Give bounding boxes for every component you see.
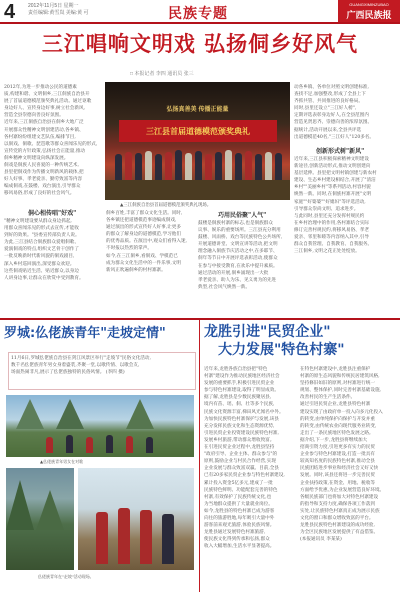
article1-column-4b [294, 156, 396, 314]
text-line: 发展的重要抓手,积极引进民贸企业 [204, 381, 275, 387]
text-line: 建设、生态乡村建设相结合,开展了"清洁 [294, 178, 376, 184]
text-line: 村寨,有效保护了民族传统文化,也 [204, 494, 272, 500]
text-line: 在参与中接受教育,在欢乐中提升素质。 [198, 263, 278, 269]
text-line: 质,构建和谐、文明侗乡,三江侗族自治县开 [4, 92, 90, 98]
text-line: 移风易俗,形成了良好的社会风气。 [4, 191, 75, 197]
text-line: 方面给予优惠,为企业发展营造良好环境。 [300, 487, 385, 493]
text-line: 向往的旅游胜地,每年吸引大量中外 [204, 515, 275, 521]
text-line: 为当地群众提供了大量就业岗位。 [204, 501, 273, 507]
text-line: 侗乡精神文明建设向纵深发展。 [4, 155, 69, 161]
text-line: 基层延伸。县里把文明村镇创建与新农村 [294, 171, 377, 177]
text-line: "政府引导、企业主体、群众参与"的 [204, 452, 278, 458]
column-divider [199, 320, 200, 592]
text-line: 修订完善村规民约,将移风易俗、孝老 [294, 227, 369, 233]
text-line: 在乡村治理中的作用,各村寨结合实际 [294, 220, 369, 226]
text-line: 好人好事、孝老爱亲、勤劳致富等内容 [4, 177, 83, 183]
text-line: 走出了一条民族地区特色发展之路。 [300, 430, 374, 436]
text-line: 数千名仫佬族青年男女身着盛装,齐聚一堂,以歌传情、以歌会友, [11, 363, 140, 369]
longsheng-column-2 [300, 366, 396, 588]
text-line: 议事、娱乐的重要场所。三江县充分利用 [198, 228, 281, 234]
text-line: 爱演侗戏的特点,组织文艺骨干创作了 [4, 247, 79, 253]
text-line: 的群众了解身边的道德模范,学习他们 [106, 232, 181, 238]
text-line: 龙胜县民族特色村寨建设的成功经验, [300, 523, 375, 529]
article1-column-4 [294, 84, 396, 142]
meta-editors: 责任编辑:黄雪岚 美编:黄 可 [28, 10, 89, 16]
luocheng-intro-text [11, 355, 193, 389]
text-line: 在特色村寨建设中,龙胜县注重保护 [300, 367, 371, 372]
mulam-landscape-photo [6, 468, 74, 570]
text-line: 查找不足,加强整改,形成了全县上下 [294, 92, 366, 98]
text-line: 龙胜县通过发展特色村寨旅游, [204, 530, 266, 536]
text-line: 营造见贤思齐、崇德向善的浓厚氛围。 [294, 120, 373, 126]
text-line: 坚持修旧如旧的原则,对村寨进行统一 [300, 381, 375, 387]
text-line: 民族团结进步事业和经济社会又好又快 [300, 466, 379, 472]
text-line: 各级民族部门也将加大对特色村寨建设 [300, 494, 379, 500]
award-ceremony-photo [105, 82, 290, 200]
page-header [0, 0, 400, 24]
text-line: 已有20多家民贸企业参与特色村寨建设, [204, 473, 285, 479]
text-line: 发展。同时,该县还将进一步完善民贸 [300, 473, 375, 479]
text-line: 用群众喜闻乐见的形式去宣传,才能收 [4, 226, 79, 232]
text-line: 出道德模范40名,"三江好人"120多名。 [294, 134, 375, 140]
text-line: 村寨"建设作为推动民族地区经济社会 [204, 374, 280, 380]
page-number: 4 [4, 1, 16, 23]
article1-column-1 [4, 84, 102, 204]
text-line: 身边好人、宣传身边好事,树立社会新风, [4, 106, 86, 112]
text-line: 如今,在三江侗乡,看侗戏、学模范已 [106, 253, 178, 259]
text-line: 游客前来观光旅游,体验民族风情。 [204, 523, 275, 529]
text-line: 的优秀品质。在演出中,观众们看得入迷, [106, 239, 188, 245]
text-line: 较高知名度的民族特色村寨,推动全县 [300, 459, 375, 465]
text-line: 如今,龙胜县的特色村寨已成为游客 [204, 508, 275, 514]
text-line: "精神文明建设要从群众身边抓起, [4, 219, 72, 224]
subhead-customs: 巧用民俗聚"人气" [218, 212, 267, 219]
logo-english: GUANGXIMINZUBAO [349, 2, 389, 7]
longsheng-headline-line1: 龙胜引进"民贸企业" [204, 324, 331, 340]
text-line: 宣传党的方针政策,弘扬社会正能量,推动 [4, 148, 86, 154]
text-line: 理念融入侗族节庆活动之中,在多耶节、 [198, 249, 278, 255]
text-line: 近年来,三江侗族自治县在侗乡大地广泛 [4, 120, 84, 126]
newspaper-logo [338, 0, 400, 22]
text-line: 引导群众崇尚文明、追求进步。 [294, 206, 359, 212]
text-line: 侗戏是侗族人民喜爱的一种传统艺术, [4, 163, 79, 169]
text-line: 2012年,为进一步推动公民的道德素 [4, 85, 77, 90]
section-title: 民族专题 [168, 6, 228, 22]
text-line: 近年来,龙胜各族自治县把"特色 [204, 367, 268, 372]
text-line: 三江侗乡,文明之花正处处绽放。 [294, 249, 360, 255]
text-line: 展了首届道德模范颁奖典礼活动。通过讴歌 [4, 99, 92, 105]
meta-date: 2012年11月5日 星期一 [28, 3, 79, 9]
text-line: 民族特色鲜明、功能配套完善的特色 [204, 487, 278, 493]
text-line: 民族文化资源丰富,梯田风光闻名中外。 [204, 409, 284, 415]
text-line: 的指导和支持力度,确保各项工作落到 [300, 501, 375, 507]
mulam-photo-caption-1: ▲仫佬族青年男女在对歌 [40, 459, 84, 464]
text-line: 累计投入资金5亿多元,建成了一批 [204, 480, 273, 486]
text-line: 鼓楼、风雨桥、戏台等民族特色公共场所, [198, 235, 283, 241]
text-line: 据介绍,下一步,龙胜县将继续加大 [300, 437, 368, 443]
text-line: 建设实现了由政府单一投入向多元化投入 [300, 409, 383, 415]
text-line: 为此,三江县结合侗族群众爱唱侗歌、 [4, 240, 79, 246]
text-line: 到好的效果。"县委宣传部负责人说。 [4, 233, 80, 239]
text-line: 规划、整体保护,同时完善村寨基础设施, [300, 388, 382, 394]
text-line: 引进民贸企业投资建设民族特色村寨, [204, 430, 279, 436]
main-headline: 三江唱响文明戏 弘扬侗乡好风气 [41, 32, 359, 56]
text-line: 孝老爱亲、助人为乐、见义勇为的先进 [198, 277, 277, 283]
text-line: 家庭""好婆婆""好媳妇"等评选活动, [294, 199, 366, 205]
text-line: 侗年等节日中开展评选表彰活动,使群众 [198, 256, 278, 262]
subhead-innovation: 创新形式树"新风" [316, 148, 365, 155]
text-line: 场面热闹非凡,展示了仫佬族独特的民俗风情。 (李四 摄) [11, 370, 125, 376]
article1-column-3b [198, 220, 290, 314]
luocheng-headline: 罗城:仫佬族青年"走坡定情" [4, 326, 166, 341]
text-line: 开展群众性精神文明创建活动,各乡镇、 [4, 127, 84, 133]
logo-chinese: 广西民族报 [346, 11, 392, 21]
text-line: 文化的窗口和群众增收致富的平台。 [300, 515, 374, 521]
text-line: 定期评选表彰身边好人,在全县范围内 [294, 113, 369, 119]
text-line: 县里把侗戏作为传播文明新风的载体,把 [4, 170, 84, 176]
text-line: 群众自我管理、自我教育、自我服务。 [294, 242, 373, 248]
text-line: 各村寨纷纷组建文艺队伍,编排节目, [4, 134, 76, 140]
text-line: (本报通讯员 李某某) [300, 537, 342, 543]
photo-stage-floor [105, 180, 290, 200]
text-line: 各乡镇还把道德模范事迹编成侗戏, [106, 218, 177, 224]
text-line: 侗乡百姓,丰富了群众文化生活。同时, [106, 211, 183, 216]
article1-column-1b [4, 218, 102, 314]
text-line: 编成侗戏,在鼓楼、戏台演出,引导群众 [4, 184, 81, 190]
text-line: 的转变,由单纯保护向保护与开发并重 [300, 416, 375, 422]
text-line: 以侗戏、侗歌、琵琶歌等群众喜闻乐见的形式, [4, 141, 98, 147]
text-line: 通过活动的开展,侗乡涌现出一大批 [198, 270, 269, 276]
text-line: 近年来,三江县积极探索精神文明建设 [294, 157, 369, 162]
article1-column-2b [106, 210, 194, 314]
photo-award-recipients [113, 148, 283, 180]
text-line: 开展道德讲堂、文明宣讲等活动,把文明 [198, 242, 278, 248]
text-line: 收入大幅增加,生活水平显著提高。 [204, 544, 275, 550]
text-line: 新途径,创新活动形式,推动文明创建向 [294, 164, 371, 170]
text-line: 使民族文化得到传承和弘扬,群众 [204, 537, 270, 543]
mulam-youth-photo [6, 395, 194, 457]
text-line: 发展乡村旅游,带动群众增收致富。 [204, 437, 275, 443]
text-line: 企业发展与群众致富双赢。目前,全县 [204, 466, 279, 472]
text-line: 动各乡镇、各单位对照文明创建标准, [294, 85, 369, 90]
text-line: 为全区民族地区发展提供了有益借鉴。 [300, 530, 379, 536]
mulam-photo-caption-2: 仫佬族青年在"走坡"活动现场。 [38, 574, 94, 579]
page-meta [28, 3, 89, 17]
section-divider [0, 318, 400, 320]
text-line: 同时,县里还设立"三江好人榜", [294, 106, 357, 112]
text-line: 企业扶持政策,在资金、用地、税收等 [300, 480, 375, 486]
text-line: 焕然一新。同时,在侗族村寨开展"文明 [294, 192, 372, 198]
text-line: 人讲身边事,让群众在欣赏中受到教育。 [4, 275, 84, 281]
text-line: 与此同时,县里还充分发挥村规民约 [294, 213, 365, 219]
text-line: 招商引资力度,引进更多有实力的民贸 [300, 445, 375, 451]
photo-stage-banner: 三江县首届道德模范颁奖典礼 [119, 120, 277, 142]
text-line: 齐抓共管、共同推进的良好格局。 [294, 99, 363, 105]
text-line: 据了解,龙胜县是少数民族聚居县, [204, 395, 272, 401]
text-line: 为加快民族特色村寨保护与发展,该县 [204, 416, 279, 422]
text-line: 一批反映新时代新风貌的侗戏剧目, [4, 254, 75, 260]
longsheng-column-1 [204, 366, 296, 588]
text-line: 深入乡村巡回演出,深受群众欢迎。 [4, 261, 75, 267]
mulam-girls-photo [78, 468, 194, 570]
text-line: 的转变,由传统农业向现代服务业转变, [300, 423, 377, 429]
text-line: 新风正吹遍侗乡的村村寨寨。 [106, 267, 166, 273]
text-line: 11月6日,罗城仫佬族自治县在剑江风景区举行"走坡节"民俗文化活动, [11, 356, 151, 361]
text-line: 这些侗戏贴近生活、贴近群众,以身边 [4, 268, 79, 274]
text-line: 改善村民的生产生活条件。 [300, 395, 356, 401]
text-line: 通过演出的形式宣传好人好事,让更多 [106, 225, 181, 231]
longsheng-headline-line2: 大力发展"特色村寨" [218, 342, 345, 358]
text-line: 典型,社会风气焕然一新。 [198, 284, 250, 290]
text-line: 充分发挥民族文化和生态资源优势, [204, 423, 275, 429]
text-line: 乡村""美丽乡村"等系列活动,村容村貌 [294, 185, 371, 191]
subhead-opera: 侗心相传唱"好戏" [28, 210, 77, 217]
text-line: 原则,鼓励企业与村民合作经营,实现 [204, 459, 276, 465]
main-byline: □ 本报记者 李四 通讯员 张三 [130, 71, 194, 77]
text-line: 在引进民贸企业过程中,龙胜县坚持 [204, 445, 275, 451]
text-line: 通过引进民贸企业,龙胜县特色村寨 [300, 402, 371, 408]
award-photo-caption: ▲三江侗族自治县首届道德模范颁奖典礼现场。 [120, 203, 212, 208]
text-line: 爱亲、邻里和睦等内容纳入其中,引导 [294, 235, 369, 241]
photo-stage-slogan: 弘扬真善美 传播正能量 [166, 106, 229, 113]
text-line: 参与特色村寨建设,取得了明显成效。 [204, 388, 279, 394]
text-line: 据统计,活动开展以来,全县共评选 [294, 127, 362, 133]
text-line: 企业参与特色村寨建设,打造一批具有 [300, 452, 375, 458]
text-line: 实处,让民族特色村寨真正成为展示民族 [300, 508, 380, 514]
text-line: 成为群众文化生活中的一件乐事,文明 [106, 260, 181, 266]
longsheng-headline [204, 323, 345, 359]
text-line: 不时报以热烈的掌声。 [106, 246, 152, 252]
text-line: 境内有苗、瑶、侗、壮等多个民族, [204, 402, 275, 408]
text-line: 鼓楼是侗族村寨的标志,也是侗族群众 [198, 221, 273, 226]
text-line: 营造全县崇德向善良好氛围。 [4, 113, 64, 119]
text-line: 村寨的原生态风貌和传统民居建筑风格, [300, 374, 380, 380]
